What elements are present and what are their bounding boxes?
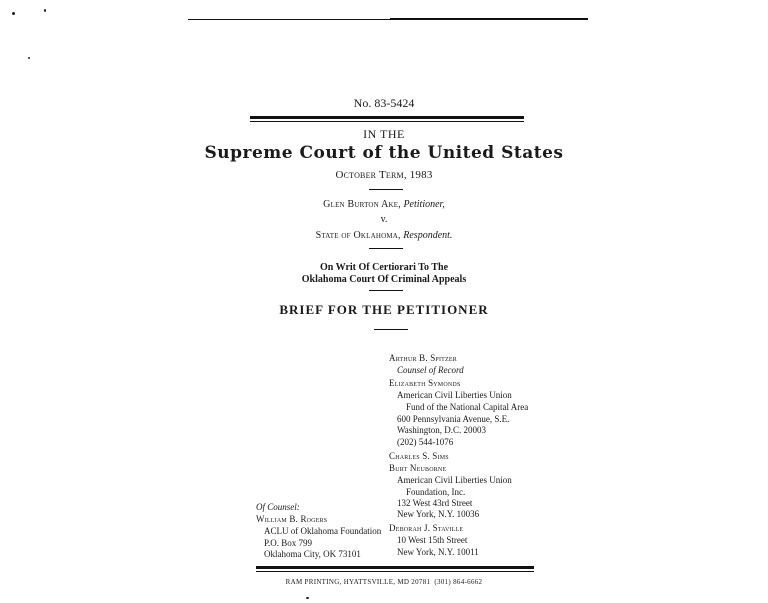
of-counsel-line: ACLU of Oklahoma Foundation [264,526,382,536]
counsel-line: 10 West 15th Street [397,535,468,545]
divider [369,189,403,190]
counsel-line: Burt Neuborne [389,463,447,473]
scan-speck [28,57,30,59]
petitioner-name: Glen Burton Ake, [323,199,401,210]
counsel-line: Elizabeth Symonds [389,378,461,388]
respondent-name: State of Oklahoma, [315,230,401,241]
writ-line-2: Oklahoma Court Of Criminal Appeals [301,274,467,285]
header-rule-thin [250,121,524,122]
court-name: Supreme Court of the United States [204,143,564,163]
petitioner-line [0,199,768,210]
counsel-line: (202) 544-1076 [397,437,454,447]
counsel-line: 132 West 43rd Street [397,498,473,508]
divider [369,248,403,249]
divider [369,290,403,291]
counsel-line: American Civil Liberties Union [397,390,512,400]
court-intro: IN THE [363,127,405,141]
counsel-line: American Civil Liberties Union [397,475,512,485]
respondent-line [0,230,768,241]
top-scan-rule-thick [390,18,588,20]
footer-rule-thick [256,566,534,569]
scan-speck [12,12,15,15]
header-rule-thick [250,116,524,119]
brief-title: BRIEF FOR THE PETITIONER [279,302,489,317]
petitioner-role: Petitioner, [403,199,445,210]
of-counsel-line: Oklahoma City, OK 73101 [264,549,361,559]
respondent-role: Respondent. [403,230,453,241]
counsel-line: New York, N.Y. 10036 [397,509,480,519]
versus: v. [380,214,388,225]
scan-speck [306,597,309,599]
case-number: No. 83-5424 [353,96,415,110]
counsel-line: Foundation, Inc. [406,487,466,497]
counsel-line: Counsel of Record [397,365,464,375]
term: October Term, 1983 [335,169,433,181]
counsel-line: Charles S. Sims [389,451,449,461]
divider [374,329,408,330]
of-counsel-heading: Of Counsel: [256,502,300,512]
counsel-line: 600 Pennsylvania Avenue, S.E. [397,414,510,424]
counsel-line: New York, N.Y. 10011 [397,547,479,557]
footer-rule-thin [256,571,534,572]
counsel-line: Fund of the National Capital Area [406,402,529,412]
counsel-line: Deborah J. Staville [389,523,464,533]
writ-line-1: On Writ Of Certiorari To The [319,262,449,273]
counsel-line: Arthur B. Spitzer [389,353,457,363]
of-counsel-line: P.O. Box 799 [264,538,313,548]
scan-speck [44,9,46,12]
printer-line: RAM PRINTING, HYATTSVILLE, MD 20781 (301) 864-6662 [285,578,483,586]
of-counsel-line: William B. Rogers [256,514,328,524]
counsel-line: Washington, D.C. 20003 [397,425,487,435]
